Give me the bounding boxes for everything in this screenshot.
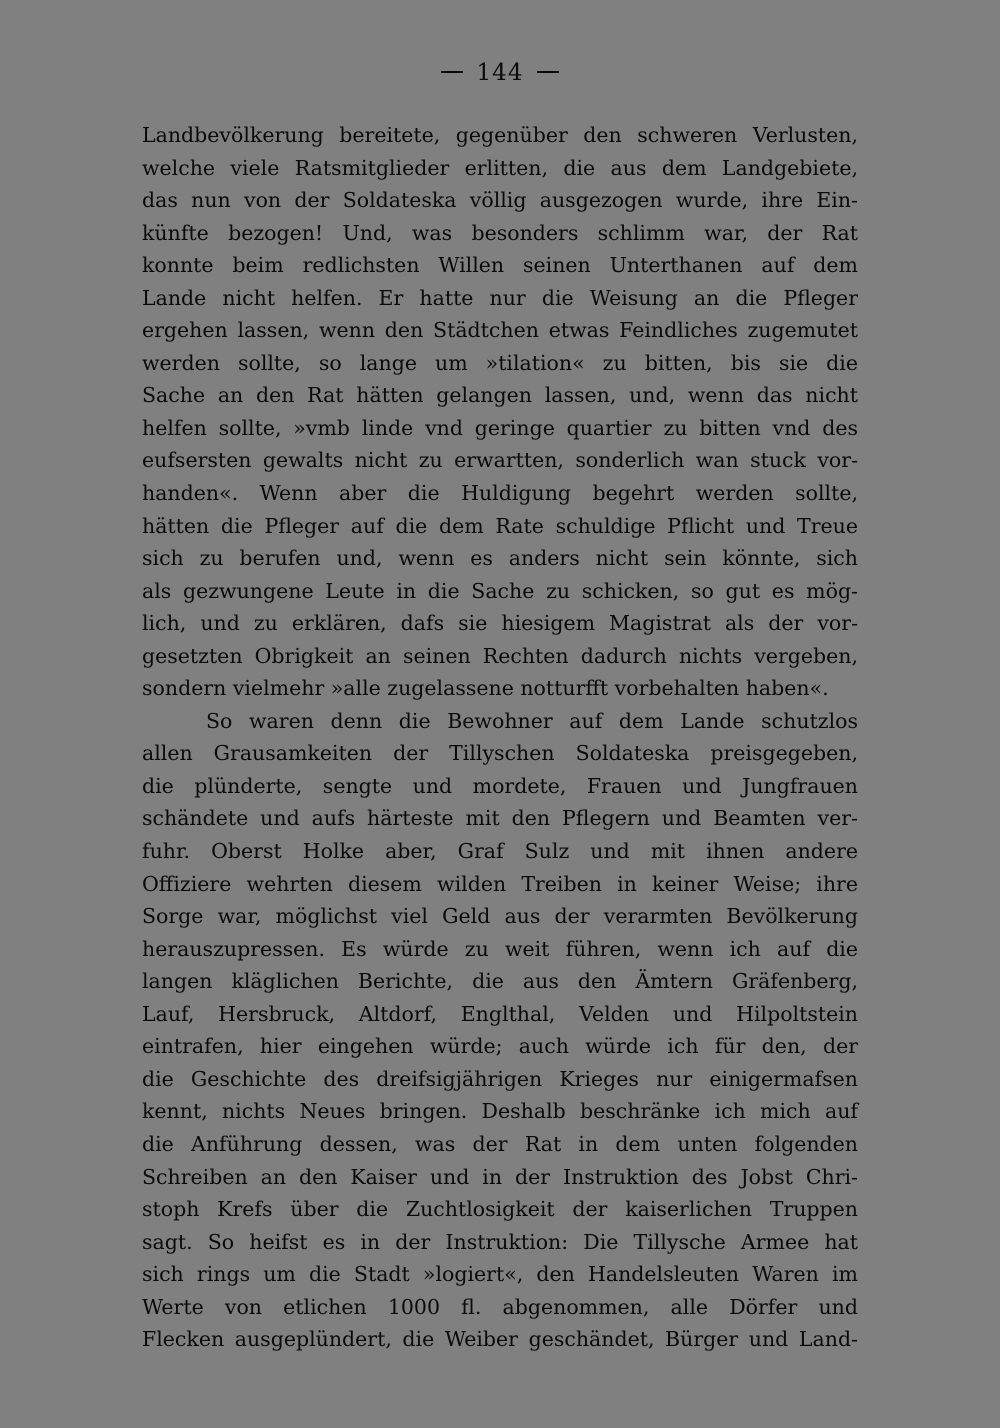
text-line: Landbevölkerung bereitete, gegenüber den schweren Verlusten,	[142, 123, 858, 147]
text-line: Sache an den Rat hätten gelangen lassen, und, wenn das nicht	[142, 383, 858, 408]
text-line: lich, und zu erklären, dafs sie hiesigem Magistrat als der vor-	[142, 611, 858, 636]
header-dash-right	[537, 71, 559, 73]
text-line: hätten die Pfleger auf die dem Rate schuldige Pflicht und Treue	[142, 513, 858, 538]
text-line: eintrafen, hier eingehen würde; auch würde ich für den, der	[142, 1034, 858, 1059]
page-number: 144	[476, 60, 524, 86]
text-line: allen Grausamkeiten der Tillyschen Soldateska preisgegeben,	[142, 741, 858, 766]
text-line: als gezwungene Leute in die Sache zu schicken, so gut es mög-	[142, 578, 858, 603]
text-line: Werte von etlichen 1000 fl. abgenommen, alle Dörfer und	[142, 1294, 858, 1319]
header-dash-left	[441, 71, 463, 73]
text-line: stoph Krefs über die Zuchtlosigkeit der kaiserlichen Truppen	[142, 1197, 858, 1222]
text-line: konnte beim redlichsten Willen seinen Unterthanen auf dem	[142, 253, 858, 278]
text-line: handen«. Wenn aber die Huldigung begehrt werden sollte,	[142, 481, 858, 506]
body-text	[142, 119, 858, 1356]
text-line: werden sollte, so lange um »tilation« zu bitten, bis sie die	[142, 350, 858, 375]
text-line: kennt, nichts Neues bringen. Deshalb beschränke ich mich auf	[142, 1099, 858, 1124]
text-line: Sorge war, möglichst viel Geld aus der verarmten Bevölkerung	[142, 904, 858, 929]
text-line: das nun von der Soldateska völlig ausgezogen wurde, ihre Ein-	[142, 188, 858, 213]
text-line: herauszupressen. Es würde zu weit führen, wenn ich auf die	[142, 936, 858, 961]
text-line: Schreiben an den Kaiser und in der Instruktion des Jobst Chri-	[142, 1164, 858, 1189]
text-line: ergehen lassen, wenn den Städtchen etwas Feindliches zugemutet	[142, 318, 858, 343]
text-line: sich rings um die Stadt »logiert«, den Handelsleuten Waren im	[142, 1262, 858, 1287]
text-line: gesetzten Obrigkeit an seinen Rechten dadurch nichts vergeben,	[142, 643, 858, 668]
text-line: die Anführung dessen, was der Rat in dem unten folgenden	[142, 1131, 858, 1156]
text-line: Flecken ausgeplündert, die Weiber geschändet, Bürger und Land-	[142, 1327, 858, 1352]
text-line: eufsersten gewalts nicht zu erwartten, sonderlich wan stuck vor-	[142, 448, 858, 473]
text-line: Offiziere wehrten diesem wilden Treiben in keiner Weise; ihre	[142, 871, 858, 896]
text-line: helfen sollte, »vmb linde vnd geringe quartier zu bitten vnd des	[142, 415, 858, 440]
text-line: sagt. So heifst es in der Instruktion: Die Tillysche Armee hat	[142, 1229, 858, 1254]
text-line: fuhr. Oberst Holke aber, Graf Sulz und mit ihnen andere	[142, 839, 858, 864]
text-line: welche viele Ratsmitglieder erlitten, die aus dem Landgebiete,	[142, 155, 858, 180]
text-line: die Geschichte des dreifsigjährigen Krieges nur einigermafsen	[142, 1066, 858, 1091]
text-line: schändete und aufs härteste mit den Pflegern und Beamten ver-	[142, 806, 858, 831]
text-line: künfte bezogen! Und, was besonders schlimm war, der Rat	[142, 220, 858, 245]
text-line: Lauf, Hersbruck, Altdorf, Englthal, Velden und Hilpoltstein	[142, 1001, 858, 1026]
page-header	[0, 60, 1000, 86]
text-line: So waren denn die Bewohner auf dem Lande schutzlos	[206, 708, 858, 733]
text-line: die plünderte, sengte und mordete, Frauen und Jungfrauen	[142, 773, 858, 798]
text-line: langen kläglichen Berichte, die aus den Ämtern Gräfenberg,	[142, 969, 858, 994]
text-line: sondern vielmehr »alle zugelassene notturfft vorbehalten haben«.	[142, 676, 829, 701]
text-line: Lande nicht helfen. Er hatte nur die Weisung an die Pfleger	[142, 285, 858, 310]
text-line: sich zu berufen und, wenn es anders nicht sein könnte, sich	[142, 546, 858, 571]
